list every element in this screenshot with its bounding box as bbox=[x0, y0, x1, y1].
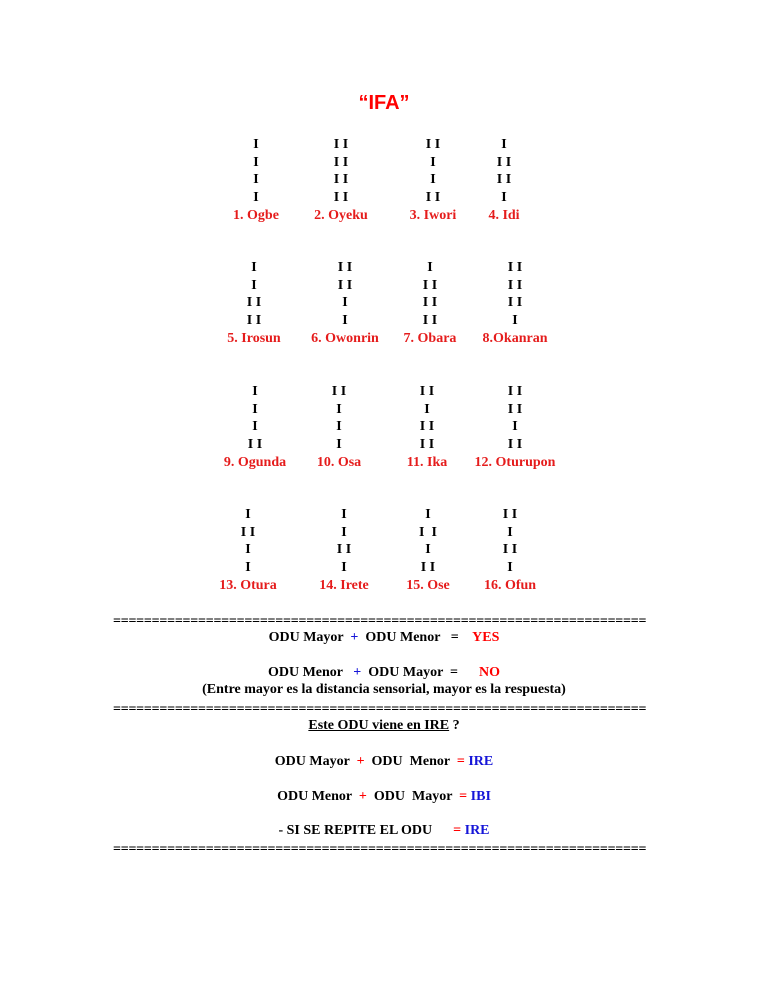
rule-term: ODU Mayor bbox=[368, 665, 444, 680]
odu-marks: I I I I I bbox=[336, 507, 352, 576]
plus-operator: + bbox=[350, 630, 359, 645]
odu-marks: I I I I I I bbox=[337, 260, 353, 329]
odu-marks: I I I I I I I bbox=[507, 260, 523, 329]
odu-figure bbox=[193, 506, 303, 595]
odu-marks: I I I I I bbox=[240, 507, 256, 576]
rule-result: IRE bbox=[464, 823, 490, 838]
page-title: “IFA” bbox=[358, 92, 410, 114]
odu-marks: I I I I I I I I bbox=[333, 137, 349, 206]
odu-marks: I I I I I bbox=[331, 384, 347, 453]
plus-operator: + bbox=[353, 665, 362, 680]
equals-operator: = bbox=[453, 823, 462, 838]
equals-operator: = bbox=[450, 630, 459, 645]
odu-name: 6. Owonrin bbox=[311, 330, 379, 346]
odu-marks: I I I I I I bbox=[425, 137, 441, 206]
rule-term: ODU Menor bbox=[277, 789, 352, 804]
odu-marks: I I I I bbox=[253, 137, 259, 206]
rule-mayor-menor bbox=[0, 630, 768, 646]
odu-name: 4. Idi bbox=[488, 207, 520, 223]
separator-rule: ===================================================================== bbox=[113, 615, 647, 629]
rule-term: ODU Menor bbox=[371, 754, 450, 769]
equals-operator: = bbox=[459, 789, 468, 804]
odu-name: 7. Obara bbox=[403, 330, 457, 346]
ire-rule-menor-mayor bbox=[0, 789, 768, 805]
separator-rule: ===================================================================== bbox=[113, 843, 647, 857]
odu-name: 16. Ofun bbox=[483, 577, 537, 593]
question-mark: ? bbox=[452, 718, 460, 733]
odu-name: 13. Otura bbox=[219, 577, 277, 593]
odu-name: 1. Ogbe bbox=[233, 207, 279, 223]
odu-figure bbox=[449, 136, 559, 225]
equals-operator: = bbox=[450, 665, 459, 680]
odu-name: 8.Okanran bbox=[482, 330, 548, 346]
plus-operator: + bbox=[358, 789, 367, 804]
rule-term: ODU Menor bbox=[267, 665, 343, 680]
rule-note: (Entre mayor es la distancia sensorial, mayor es la respuesta) bbox=[202, 682, 566, 697]
odu-marks: I I I I I I bbox=[502, 507, 518, 576]
odu-name: 2. Oyeku bbox=[314, 207, 368, 223]
rule-menor-mayor bbox=[0, 665, 768, 681]
odu-marks: I I I I I I bbox=[246, 260, 262, 329]
odu-name: 15. Ose bbox=[406, 577, 450, 593]
ire-rule-mayor-menor bbox=[0, 754, 768, 770]
rule-term: ODU Menor bbox=[365, 630, 441, 645]
odu-name: 5. Irosun bbox=[227, 330, 281, 346]
odu-marks: I I I I I I I bbox=[422, 260, 438, 329]
odu-name: 10. Osa bbox=[316, 454, 362, 470]
odu-name: 3. Iwori bbox=[409, 207, 457, 223]
odu-marks: I I I I I I bbox=[496, 137, 512, 206]
rule-term: ODU Mayor bbox=[373, 789, 453, 804]
equals-operator: = bbox=[456, 754, 465, 769]
separator-rule: ===================================================================== bbox=[113, 703, 647, 717]
rule-result: IBI bbox=[470, 789, 491, 804]
rule-term: ODU Mayor bbox=[268, 630, 344, 645]
odu-name: 14. Irete bbox=[319, 577, 369, 593]
odu-name: 12. Oturupon bbox=[474, 454, 556, 470]
odu-figure bbox=[455, 506, 565, 595]
odu-marks: I I I I I I I bbox=[507, 384, 523, 453]
rule-term: - SI SE REPITE EL ODU bbox=[278, 823, 433, 838]
question-text: Este ODU viene en IRE bbox=[308, 718, 450, 733]
plus-operator: + bbox=[356, 754, 365, 769]
odu-marks: I I I I I I bbox=[419, 507, 437, 576]
rule-result: IRE bbox=[468, 754, 494, 769]
odu-marks: I I I I I I I bbox=[419, 384, 435, 453]
rule-result: YES bbox=[472, 630, 500, 645]
odu-name: 9. Ogunda bbox=[223, 454, 287, 470]
odu-name: 11. Ika bbox=[406, 454, 448, 470]
ire-question bbox=[0, 718, 768, 734]
rule-term: ODU Mayor bbox=[274, 754, 350, 769]
odu-figure bbox=[460, 259, 570, 348]
odu-figure bbox=[460, 383, 570, 472]
odu-marks: I I I I I bbox=[247, 384, 263, 453]
rule-result: NO bbox=[479, 665, 501, 680]
ire-rule-repeat bbox=[0, 823, 768, 839]
